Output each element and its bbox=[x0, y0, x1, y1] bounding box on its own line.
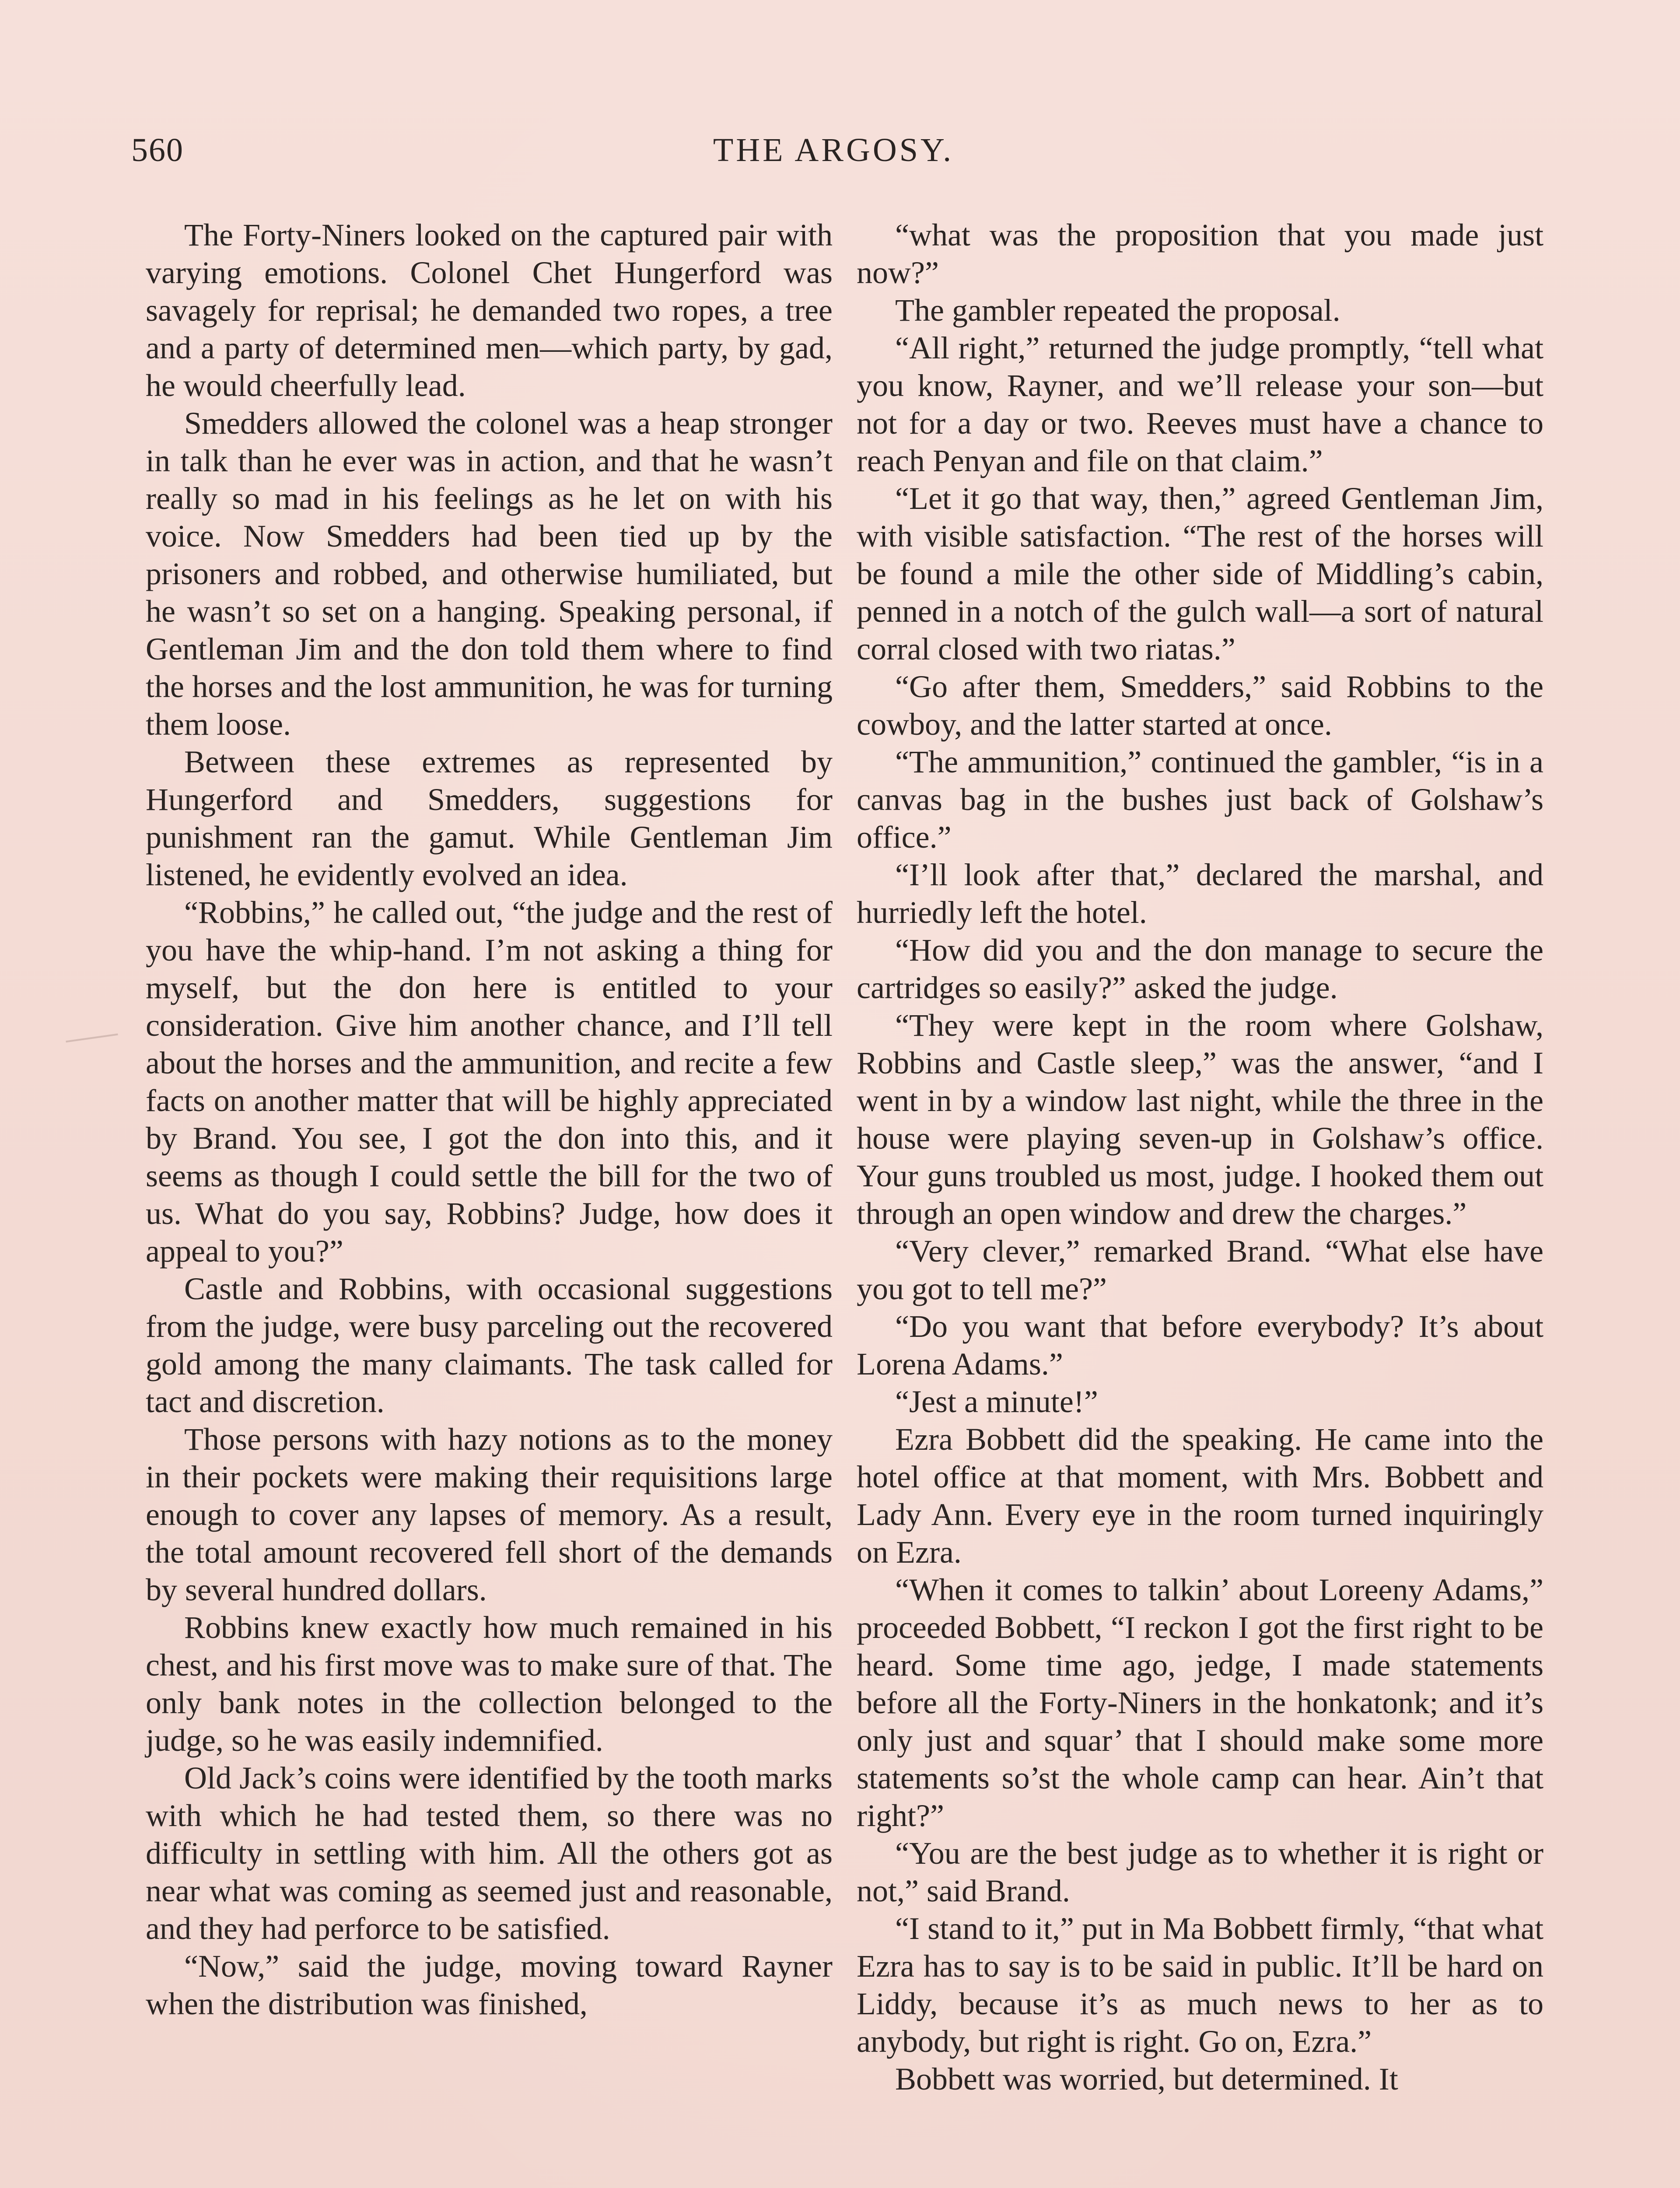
paragraph: Castle and Robbins, with occasional suggestions from the judge, were busy parceling out the recovered gold among the many claimants. The task called for tact and discretion. bbox=[146, 1271, 833, 1419]
paragraph: “How did you and the don manage to secure the cartridges so easily?” asked the judge. bbox=[857, 933, 1544, 1005]
paragraph: “I stand to it,” put in Ma Bobbett firmly, “that what Ezra has to say is to be said in public. It’ll be hard on Liddy, because it’s as much news to her as to anybody, but right is right. Go on, Ezra.” bbox=[857, 1911, 1544, 2059]
right-column bbox=[857, 216, 1544, 2098]
paragraph: The Forty-Niners looked on the captured pair with varying emotions. Colonel Chet Hungerford was savagely for reprisal; he demanded two ropes, a tree and a party of determined men—which party, by gad, he would cheerfully lead. bbox=[146, 217, 833, 403]
paragraph: Robbins knew exactly how much remained in his chest, and his first move was to make sure of that. The only bank notes in the collection belonged to the judge, so he was easily indemnified. bbox=[146, 1610, 833, 1758]
paragraph: Old Jack’s coins were identified by the tooth marks with which he had tested them, so there was no difficulty in settling with him. All the others got as near what was coming as seemed just and reasonable, and they had perforce to be satisfied. bbox=[146, 1760, 833, 1946]
paragraph: Ezra Bobbett did the speaking. He came into the hotel office at that moment, with Mrs. Bobbett and Lady Ann. Every eye in the room turned inquiringly on Ezra. bbox=[857, 1422, 1544, 1570]
paragraph: “Let it go that way, then,” agreed Gentleman Jim, with visible satisfaction. “The rest of the horses will be found a mile the other side of Middling’s cabin, penned in a notch of the gulch wall—a sort of natural corral closed with two riatas.” bbox=[857, 481, 1544, 666]
page-number: 560 bbox=[131, 132, 184, 168]
paragraph: “They were kept in the room where Golshaw, Robbins and Castle sleep,” was the answer, “and I went in by a window last night, while the three in the house were playing seven-up in Golshaw’s office. Your guns troubled us most, judge. I hooked them out through an open window and drew the charges.” bbox=[857, 1008, 1544, 1231]
paragraph: “what was the proposition that you made just now?” bbox=[857, 217, 1544, 290]
paragraph: “I’ll look after that,” declared the marshal, and hurriedly left the hotel. bbox=[857, 857, 1544, 930]
paragraph: Bobbett was worried, but determined. It bbox=[895, 2062, 1398, 2097]
paragraph: “Robbins,” he called out, “the judge and the rest of you have the whip-hand. I’m not asking a thing for myself, but the don here is entitled to your consideration. Give him another chance, and I’ll tell about the horses and the ammunition, and recite a few facts on another matter that will be highly appreciated by Brand. You see, I got the don into this, and it seems as though I could settle the bill for the two of us. What do you say, Robbins? Judge, how does it appeal to you?” bbox=[146, 895, 833, 1269]
paragraph: “The ammunition,” continued the gambler, “is in a canvas bag in the bushes just back of Golshaw’s office.” bbox=[857, 744, 1544, 855]
left-column bbox=[146, 216, 833, 2023]
page-crease-mark bbox=[66, 1034, 118, 1043]
magazine-title: THE ARGOSY. bbox=[713, 132, 954, 168]
paragraph: The gambler repeated the proposal. bbox=[895, 293, 1340, 328]
paragraph: “All right,” returned the judge promptly, “tell what you know, Rayner, and we’ll release your son—but not for a day or two. Reeves must have a chance to reach Penyan and file on that claim.” bbox=[857, 330, 1544, 478]
paragraph: Between these extremes as represented by Hungerford and Smedders, suggestions for punishment ran the gamut. While Gentleman Jim listened, he evidently evolved an idea. bbox=[146, 744, 833, 892]
paragraph: “Do you want that before everybody? It’s about Lorena Adams.” bbox=[857, 1309, 1544, 1382]
paragraph: “Go after them, Smedders,” said Robbins to the cowboy, and the latter started at once. bbox=[857, 669, 1544, 742]
paragraph: Those persons with hazy notions as to the money in their pockets were making their requisitions large enough to cover any lapses of memory. As a result, the total amount recovered fell short of the demands by several hundred dollars. bbox=[146, 1422, 833, 1607]
paragraph: “You are the best judge as to whether it is right or not,” said Brand. bbox=[857, 1836, 1544, 1908]
paragraph: Smedders allowed the colonel was a heap stronger in talk than he ever was in action, and that he wasn’t really so mad in his feelings as he let on with his voice. Now Smedders had been tied up by the prisoners and robbed, and otherwise humiliated, but he wasn’t so set on a hanging. Speaking personal, if Gentleman Jim and the don told them where to find the horses and the lost ammunition, he was for turning them loose. bbox=[146, 406, 833, 742]
paragraph: “Now,” said the judge, moving toward Rayner when the distribution was finished, bbox=[146, 1949, 833, 2021]
paragraph: “Jest a minute!” bbox=[895, 1384, 1098, 1419]
running-head bbox=[131, 131, 1536, 179]
paragraph: “When it comes to talkin’ about Loreeny Adams,” proceeded Bobbett, “I reckon I got the first right to be heard. Some time ago, jedge, I made statements before all the Forty-Niners in the honkatonk; and it’s only just and squar’ that I should make some more statements so’st the whole camp can hear. Ain’t that right?” bbox=[857, 1572, 1544, 1833]
paragraph: “Very clever,” remarked Brand. “What else have you got to tell me?” bbox=[857, 1234, 1544, 1306]
